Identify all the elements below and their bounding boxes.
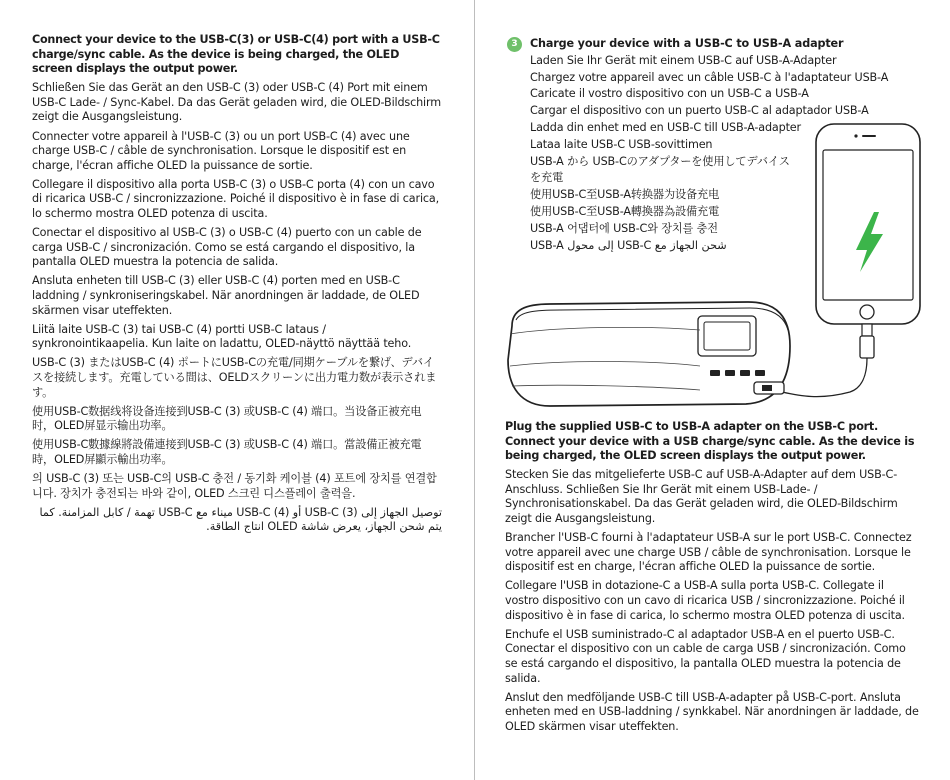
step-3-line-fi: Lataa laite USB-C USB-sovittimen (530, 137, 713, 151)
right-column (505, 420, 921, 739)
left-heading: Connect your device to the USB-C(3) or USB-C(4) port with a USB-C charge/sync cable. As the device is being charged, the OLED screen displays the output power. (32, 33, 440, 76)
right-paragraph-fr: Brancher l'USB-C fourni à l'adaptateur USB-A sur le port USB-C. Connectez votre appareil avec une charge USB / câble de synchronisation. Lorsque le dispositif est en charge, l'écran affiche OLED la puissance de sortie. (505, 531, 912, 574)
left-paragraph-de: Schließen Sie das Gerät an den USB-C (3) oder USB-C (4) Port mit einem USB-C Lade- / Sync-Kabel. Da das Gerät geladen wird, die OLED-Bildschirm zeigt die Ausgangsleistung. (32, 81, 442, 124)
left-paragraph-zh-hans: 使用USB-C数据线将设备连接到USB-C (3) 或USB-C (4) 端口。当设备正被充电时，OLED屏显示输出功率。 (32, 404, 422, 433)
step-3-line-fr: Chargez votre appareil avec un câble USB-C à l'adaptateur USB-A (530, 70, 889, 84)
right-paragraph-sv: Anslut den medföljande USB-C till USB-A-adapter på USB-C-port. Ansluta enheten med en USB-laddning / synkkabel. När anordningen är laddade, de OLED skärmen visar uteffekten. (505, 690, 919, 733)
left-paragraph-ja: USB-C (3) またはUSB-C (4) ポートにUSB-Cの充電/同期ケーブルを繋げ、デバイスを接続します。充電している間は、OELDスクリーンに出力電力数が表示されます。 (32, 356, 437, 399)
step-3-line-sv: Ladda din enhet med en USB-C till USB-A-adapter (530, 120, 801, 134)
step-3-line-zh-hans: 使用USB-C至USB-A转换器为设备充电 (530, 188, 720, 202)
left-paragraph-fr: Connecter votre appareil à l'USB-C (3) ou un port USB-C (4) avec une charge USB-C / câble de synchronisation. Lorsque le dispositif est en charge, l'écran affiche OLED la puissance de sortie. (32, 129, 410, 172)
step-3-line-ko: USB-A 어댑터에 USB-C와 장치를 충전 (530, 221, 718, 235)
left-paragraph-zh-hant: 使用USB-C數據線將設備連接到USB-C (3) 或USB-C (4) 端口。當設備正被充電時，OLED屏顯示輸出功率。 (32, 438, 422, 466)
usb-c-to-usb-a-adapter (754, 382, 784, 394)
right-paragraph-es: Enchufe el USB suministrado-C al adaptador USB-A en el puerto USB-C. Conectar el dispositivo con un cable de carga USB / sincronización. Como se está cargando el dispositivo, la pantalla OLED muestra la potencia de salida. (505, 627, 906, 685)
step-3-title: Charge your device with a USB-C to USB-A adapter (530, 37, 844, 50)
step-3-line-es: Cargar el dispositivo con un puerto USB-C al adaptador USB-A (530, 104, 869, 118)
page-divider (474, 0, 475, 780)
left-paragraph-sv: Ansluta enheten till USB-C (3) eller USB-C (4) porten med en USB-C laddning / synkroniseringskabel. När anordningen är laddade, de OLED skärmen visar uteffekten. (32, 274, 420, 317)
left-paragraph-fi: Liitä laite USB-C (3) tai USB-C (4) portti USB-C lataus / synkronointikaapelia. Kun laite on ladattu, OLED-näyttö näyttää teho. (32, 322, 412, 351)
step-3-line-zh-hant: 使用USB-C至USB-A轉換器為設備充電 (530, 204, 720, 218)
step-3-line-ja: USB-A から USB-Cのアダプターを使用してデバイスを充電 (530, 154, 790, 185)
left-paragraph-it: Collegare il dispositivo alla porta USB-C (3) o USB-C porta (4) con un cavo di ricarica USB-C / sincronizzazione. Poiché il dispositivo è in fase di carica, lo schermo mostra OLED potenza di uscita. (32, 177, 440, 221)
right-paragraph-it: Collegare l'USB in dotazione-C a USB-A sulla porta USB-C. Collegate il vostro dispositivo con un cavo di ricarica USB / sincronizzazione. Poiché il dispositivo è in fase di carica, lo schermo mostra OLED potenza di uscita. (505, 579, 905, 622)
left-paragraph-ko: 의 USB-C (3) 또는 USB-C의 USB-C 충전 / 동기화 케이블 (4) 포트에 장치를 연결합니다. 장치가 충전되는 바와 같이, OLED 스크린 디스플레이 출력을. (32, 472, 437, 500)
left-column (32, 33, 442, 539)
step-3-line-it: Caricate il vostro dispositivo con un USB-C a USB-A (530, 87, 809, 101)
left-paragraph-es: Conectar el dispositivo al USB-C (3) o USB-C (4) puerto con un cable de carga USB-C / sincronización. Como se está cargando el dispositivo, la pantalla OLED muestra la potencia de salida. (32, 226, 422, 269)
step-3-line-ar: شحن الجهاز مع USB-C إلى محول USB-A (530, 238, 727, 252)
charging-illustration (500, 120, 930, 420)
left-paragraph-ar: توصيل الجهاز إلى USB-C (3) أو USB-C (4) ميناء مع USB-C تهمة / كابل المزامنة. كما يتم شحن الجهاز، يعرض شاشة OLED انتاج الطاقة. (39, 505, 442, 534)
phone-cable (782, 324, 874, 397)
step-number-badge: 3 (507, 37, 522, 52)
step-3-line-de: Laden Sie Ihr Gerät mit einem USB-C auf USB-A-Adapter (530, 53, 837, 67)
smartphone-icon (816, 124, 920, 324)
power-bank-device (508, 302, 790, 406)
right-paragraph-de: Stecken Sie das mitgelieferte USB-C auf USB-A-Adapter auf dem USB-C-Anschluss. Schließen Sie Ihr Gerät mit einem USB-Lade- / Synchronisationskabel. Da das Gerät geladen wird, die OLED-Bildschirm zeigt die Ausgangsleistung. (505, 468, 898, 526)
right-heading: Plug the supplied USB-C to USB-A adapter on the USB-C port. Connect your device with a USB charge/sync cable. As the device is being charged, the OLED screen displays the output power. (505, 420, 915, 463)
